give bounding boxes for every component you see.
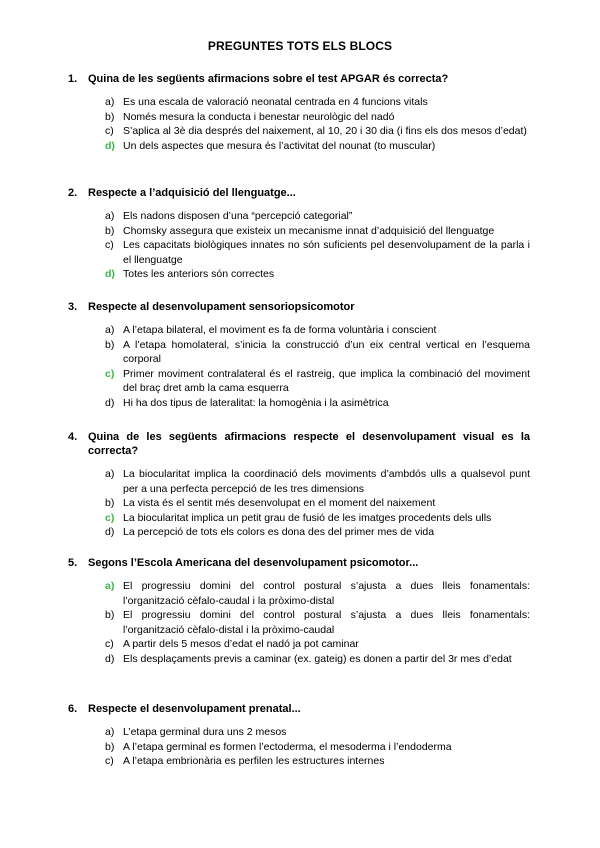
answer-option xyxy=(68,338,530,367)
option-letter: c) xyxy=(105,511,115,524)
option-text: Només mesura la conducta i benestar neurològic del nadó xyxy=(123,110,395,123)
option-list xyxy=(68,323,530,410)
question-number: 5. xyxy=(68,557,78,569)
option-letter: b) xyxy=(105,497,115,509)
question-1 xyxy=(68,72,530,153)
answer-option xyxy=(68,124,530,139)
option-list xyxy=(68,579,530,666)
option-letter: b) xyxy=(105,110,115,123)
option-text: Els desplaçaments previs a caminar (ex. gateig) es donen a partir del 3r mes d’edat xyxy=(123,652,512,665)
question-number: 1. xyxy=(68,73,78,85)
answer-option xyxy=(68,525,530,540)
answer-option xyxy=(68,652,530,667)
option-text: A l’etapa homolateral, s’inicia la construcció d’un eix central vertical en l’esquema corporal xyxy=(123,338,530,365)
answer-option xyxy=(68,637,530,652)
page-title: PREGUNTES TOTS ELS BLOCS xyxy=(207,39,393,53)
option-letter: c) xyxy=(105,125,114,137)
question-text: Segons l’Escola Americana del desenvolupament psicomotor... xyxy=(88,557,419,569)
option-list xyxy=(68,467,530,540)
option-text: L’etapa germinal dura uns 2 mesos xyxy=(123,726,287,738)
answer-option-correct xyxy=(68,139,530,154)
question-2 xyxy=(68,186,530,282)
option-letter: b) xyxy=(105,338,115,351)
option-text: La percepció de tots els colors es dona des del primer mes de vida xyxy=(123,526,435,538)
question-heading xyxy=(68,186,530,200)
option-text: Es una escala de valoració neonatal centrada en 4 funcions vitals xyxy=(123,96,428,108)
option-list xyxy=(68,209,530,282)
question-text: Respecte al desenvolupament sensoriopsicomotor xyxy=(88,301,355,313)
question-text: Quina de les següents afirmacions respecte el desenvolupament visual es la correcta? xyxy=(88,431,530,457)
question-heading xyxy=(68,430,530,458)
answer-option xyxy=(68,740,530,755)
option-letter: a) xyxy=(105,726,115,738)
answer-option xyxy=(68,396,530,411)
option-letter: d) xyxy=(105,652,115,665)
option-list xyxy=(68,95,530,153)
question-number: 3. xyxy=(68,301,78,313)
question-number: 2. xyxy=(68,187,78,199)
answer-option xyxy=(68,110,530,125)
option-text: S’aplica al 3è dia després del naixement, al 10, 20 i 30 dia (i fins els dos mesos d’edat) xyxy=(123,125,527,137)
option-letter: d) xyxy=(105,268,115,280)
answer-option-correct xyxy=(68,367,530,396)
option-text: Els nadons disposen d’una “percepció categorial” xyxy=(123,210,353,222)
question-text: Quina de les següents afirmacions sobre el test APGAR és correcta? xyxy=(88,73,449,85)
answer-option xyxy=(68,608,530,637)
option-text: Chomsky assegura que existeix un mecanisme innat d’adquisició del llenguatge xyxy=(123,224,495,237)
option-text: El progressiu domini del control postural s’ajusta a dues lleis fonamentals: l’organització cèfalo-distal i la pròximo-caudal xyxy=(123,609,530,636)
answer-option-correct xyxy=(68,579,530,608)
answer-option-correct xyxy=(68,511,530,526)
question-4 xyxy=(68,430,530,540)
option-text: La biocularitat implica un petit grau de fusió de les imatges procedents dels ulls xyxy=(123,511,492,524)
question-number: 6. xyxy=(68,703,78,715)
option-letter: a) xyxy=(105,468,115,480)
option-text: La vista és el sentit més desenvolupat en el moment del naixement xyxy=(123,497,436,509)
question-text: Respecte a l’adquisició del llenguatge... xyxy=(88,187,296,199)
question-heading xyxy=(68,300,530,314)
option-letter: c) xyxy=(105,755,114,767)
answer-option-correct xyxy=(68,267,530,282)
question-number: 4. xyxy=(68,431,78,443)
question-heading xyxy=(68,72,530,86)
question-heading xyxy=(68,702,530,716)
option-letter: a) xyxy=(105,324,115,336)
question-heading xyxy=(68,556,530,570)
answer-option xyxy=(68,209,530,224)
option-letter: b) xyxy=(105,609,115,621)
option-letter: c) xyxy=(105,239,114,251)
option-text: A partir dels 5 mesos d’edat el nadó ja pot caminar xyxy=(123,638,359,650)
option-text: El progressiu domini del control postural s’ajusta a dues lleis fonamentals: l’organització cèfalo-caudal i la pròximo-distal xyxy=(123,580,530,607)
option-letter: b) xyxy=(105,224,115,237)
answer-option xyxy=(68,95,530,110)
answer-option xyxy=(68,725,530,740)
question-text: Respecte el desenvolupament prenatal... xyxy=(88,703,301,715)
option-text: Un dels aspectes que mesura és l’activitat del nounat (to muscular) xyxy=(123,139,436,152)
answer-option xyxy=(68,496,530,511)
question-6 xyxy=(68,702,530,769)
option-letter: d) xyxy=(105,139,115,152)
option-text: A l’etapa germinal es formen l’ectoderma, el mesoderma i l’endoderma xyxy=(123,740,452,753)
option-list xyxy=(68,725,530,769)
option-text: La biocularitat implica la coordinació dels moviments d’ambdós ulls a qualsevol punt per a una perfecta percepció de les tres dimensions xyxy=(123,468,530,495)
option-letter: a) xyxy=(105,210,115,222)
answer-option xyxy=(68,467,530,496)
answer-option xyxy=(68,224,530,239)
option-text: Totes les anteriors són correctes xyxy=(123,268,275,280)
option-text: Les capacitats biològiques innates no són suficients pel desenvolupament de la parla i el llenguatge xyxy=(123,239,530,266)
answer-option xyxy=(68,754,530,769)
answer-option xyxy=(68,238,530,267)
option-text: A l’etapa embrionària es perfilen les estructures internes xyxy=(123,755,385,767)
question-3 xyxy=(68,300,530,410)
option-text: Hi ha dos tipus de lateralitat: la homogènia i la asimètrica xyxy=(123,396,389,409)
option-text: A l’etapa bilateral, el moviment es fa de forma voluntària i conscient xyxy=(123,324,437,336)
question-5 xyxy=(68,556,530,666)
option-letter: d) xyxy=(105,526,115,538)
option-letter: a) xyxy=(105,96,115,108)
option-letter: b) xyxy=(105,740,115,753)
option-letter: c) xyxy=(105,367,115,380)
option-letter: a) xyxy=(105,580,115,592)
option-text: Primer moviment contralateral és el rastreig, que implica la combinació del moviment del braç dret amb la cama esquerra xyxy=(123,367,530,394)
option-letter: d) xyxy=(105,396,115,409)
option-letter: c) xyxy=(105,638,114,650)
answer-option xyxy=(68,323,530,338)
